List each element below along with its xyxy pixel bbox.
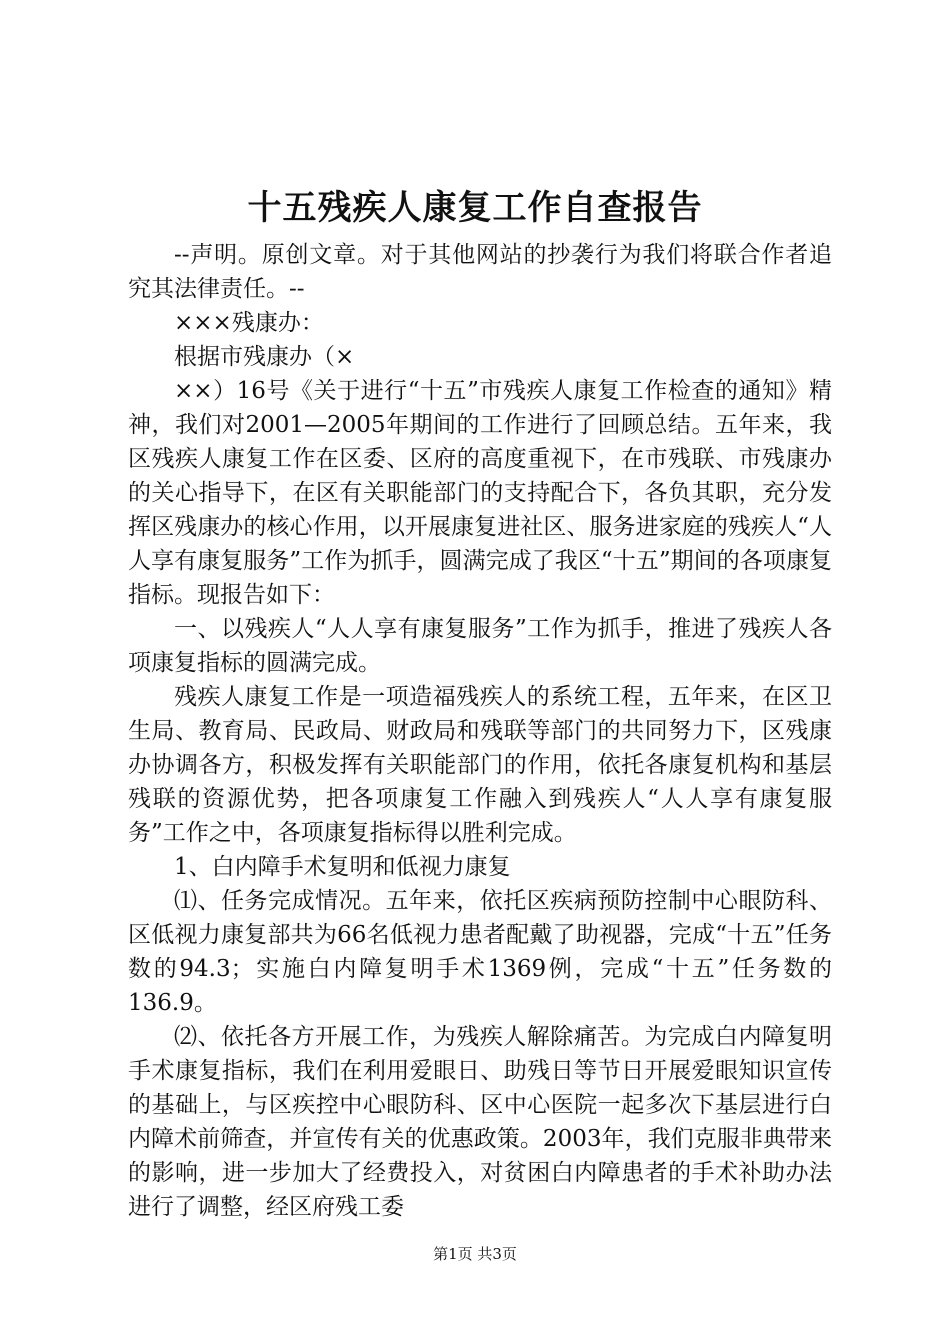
document-title: 十五残疾人康复工作自查报告 (247, 188, 703, 228)
body-paragraph: ⑵、依托各方开展工作，为残疾人解除痛苦。为完成白内障复明手术康复指标，我们在利用爱眼日、助残日等节日开展爱眼知识宣传的基础上，与区疾控中心眼防科、区中心医院一起多次下基层进行白内障术前筛查，并宣传有关的优惠政策。2003年，我们克服非典带来的影响，进一步加大了经费投入，对贫困白内障患者的手术补助办法进行了调整，经区府残工委 (128, 1024, 832, 1220)
declaration-paragraph: --声明。原创文章。对于其他网站的抄袭行为我们将联合作者追究其法律责任。-- (128, 242, 832, 302)
body-paragraph: 根据市残康办（× (174, 344, 355, 370)
section-heading: 一、以残疾人“人人享有康复服务”工作为抓手，推进了残疾人各项康复指标的圆满完成。 (128, 616, 832, 676)
body-paragraph: ⑴、任务完成情况。五年来，依托区疾病预防控制中心眼防科、区低视力康复部共为66名低视力患者配戴了助视器，完成“十五”任务数的94.3；实施白内障复明手术1369例，完成“十五”任务数的136.9。 (128, 888, 832, 1016)
body-paragraph: ××）16号《关于进行“十五”市残疾人康复工作检查的通知》精神，我们对2001—2005年期间的工作进行了回顾总结。五年来，我区残疾人康复工作在区委、区府的高度重视下，在市残联、市残康办的关心指导下，在区有关职能部门的支持配合下，各负其职，充分发挥区残康办的核心作用，以开展康复进社区、服务进家庭的残疾人“人人享有康复服务”工作为抓手，圆满完成了我区“十五”期间的各项康复指标。现报告如下： (128, 378, 832, 608)
document-body (128, 238, 832, 1224)
subsection-heading: 1、白内障手术复明和低视力康复 (174, 854, 511, 880)
page-footer: 第1页 共3页 (433, 1245, 517, 1263)
salutation-paragraph: ×××残康办： (174, 310, 324, 336)
body-paragraph: 残疾人康复工作是一项造福残疾人的系统工程，五年来，在区卫生局、教育局、民政局、财政局和残联等部门的共同努力下，区残康办协调各方，积极发挥有关职能部门的作用，依托各康复机构和基层残联的资源优势，把各项康复工作融入到残疾人“人人享有康复服务”工作之中，各项康复指标得以胜利完成。 (128, 684, 832, 846)
